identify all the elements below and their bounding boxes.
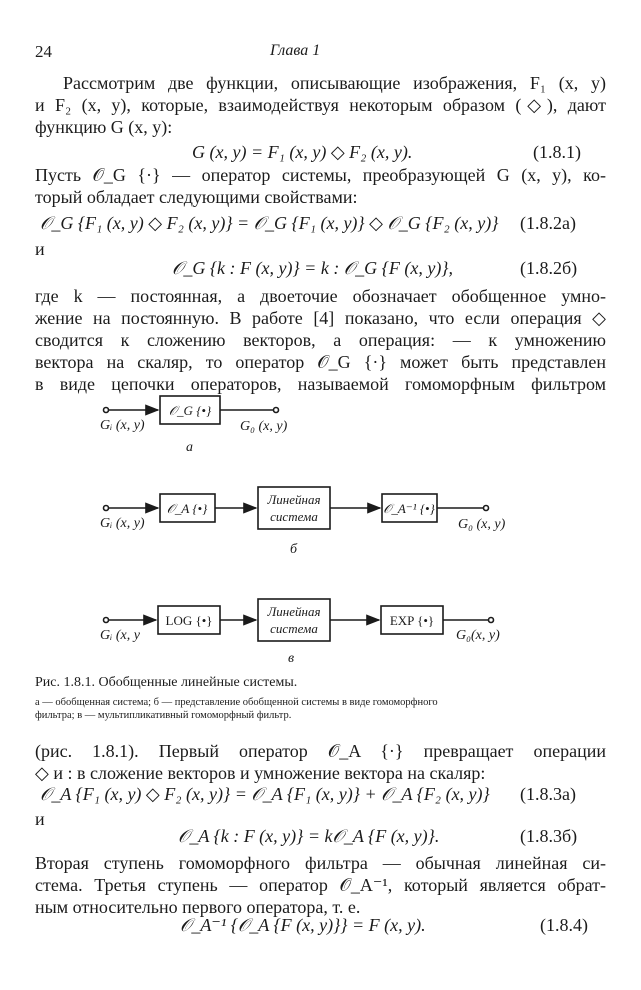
block-label: Линейная [267,492,321,507]
block-label: Линейная [267,604,321,619]
text-line: Рассмотрим две функции, описывающие изображения, F₁ (x, y) [63,73,606,93]
text-line: и F₂ (x, y), которые, взаимодействуя некоторым образом (◇), дают [35,95,606,115]
output-label: G₀ (x, y) [458,517,506,532]
input-terminal [104,618,109,623]
chapter-title: Глава 1 [270,42,321,59]
equation: G (x, y) = F₁ (x, y) ◇ F₂ (x, y). [192,142,413,162]
text-line: вектора на скаляр, то оператор 𝒪_G {·} может быть представлен [35,352,606,372]
text-line: стема. Третья ступень — оператор 𝒪_A⁻¹, который является обрат- [35,875,606,895]
block-label: система [270,621,318,636]
equation-number: (1.8.1) [533,142,581,162]
text-line: жение на постоянную. В работе [4] показано, что если операция ◇ [35,308,606,328]
subfigure-label: а [186,440,193,455]
equation-number: (1.8.2б) [520,258,578,278]
operator-label: EXP {•} [389,613,435,628]
input-label: Gᵢ (x, y [100,628,140,643]
input-label: Gᵢ (x, y) [100,418,145,433]
text-line: ◇ и : в сложение векторов и умножение вектора на скаляр: [35,763,486,783]
equation: 𝒪_G {k : F (x, y)} = k : 𝒪_G {F (x, y)}, [172,258,454,278]
text-line: (рис. 1.8.1). Первый оператор 𝒪_A {·} превращает операции [35,741,606,761]
text-line: Пусть 𝒪_G {·} — оператор системы, преобразующей G (x, y), ко- [35,165,606,185]
text-line: торый обладает следующими свойствами: [35,187,358,207]
text-line: и [35,809,45,829]
text-line: функцию G (x, y): [35,117,173,137]
figure-caption-detail: а — обобщенная система; б — представление обобщенной системы в виде гомоморфного [35,697,438,708]
equation-number: (1.8.2a) [520,213,576,233]
page-number: 24 [35,42,52,61]
figure-caption: Рис. 1.8.1. Обобщенные линейные системы. [35,675,298,690]
text-line: в виде цепочки операторов, называемой гомоморфным фильтром [35,374,606,394]
operator-label: 𝒪_A⁻¹ {•} [383,501,435,516]
equation-number: (1.8.3a) [520,784,576,804]
output-label: G₀ (x, y) [240,419,288,434]
operator-label: 𝒪_G {•} [168,403,212,418]
input-terminal [104,408,109,413]
text-line: ным относительно первого оператора, т. е. [35,897,361,917]
text-line: где k — постоянная, а двоеточие обозначает обобщенное умно- [35,286,606,306]
output-terminal [484,506,489,511]
output-terminal [489,618,494,623]
operator-label: 𝒪_A {•} [166,501,208,516]
figure-caption-detail: фильтра; в — мультипликативный гомоморфный фильтр. [35,710,292,721]
subfigure-label: в [288,651,295,666]
equation: 𝒪_A {k : F (x, y)} = k𝒪_A {F (x, y)}. [178,826,440,846]
equation: 𝒪_G {F₁ (x, y) ◇ F₂ (x, y)} = 𝒪_G {F₁ (x, y)} ◇ 𝒪_G {F₂ (x, y)} [40,213,499,233]
equation-number: (1.8.4) [540,915,588,935]
equation: 𝒪_A⁻¹ {𝒪_A {F (x, y)}} = F (x, y). [180,915,426,935]
operator-label: LOG {•} [165,613,213,628]
output-label: G₀(x, y) [456,628,500,643]
output-terminal [274,408,279,413]
equation-number: (1.8.3б) [520,826,578,846]
text-line: Вторая ступень гомоморфного фильтра — обычная линейная си- [35,853,606,873]
block-label: система [270,509,318,524]
subfigure-label: б [290,542,298,557]
text-line: сводится к сложению векторов, а операция: — к умножению [35,330,606,350]
input-label: Gᵢ (x, y) [100,516,145,531]
text-line: и [35,239,45,259]
equation: 𝒪_A {F₁ (x, y) ◇ F₂ (x, y)} = 𝒪_A {F₁ (x, y)} + 𝒪_A {F₂ (x, y)} [40,784,490,804]
input-terminal [104,506,109,511]
